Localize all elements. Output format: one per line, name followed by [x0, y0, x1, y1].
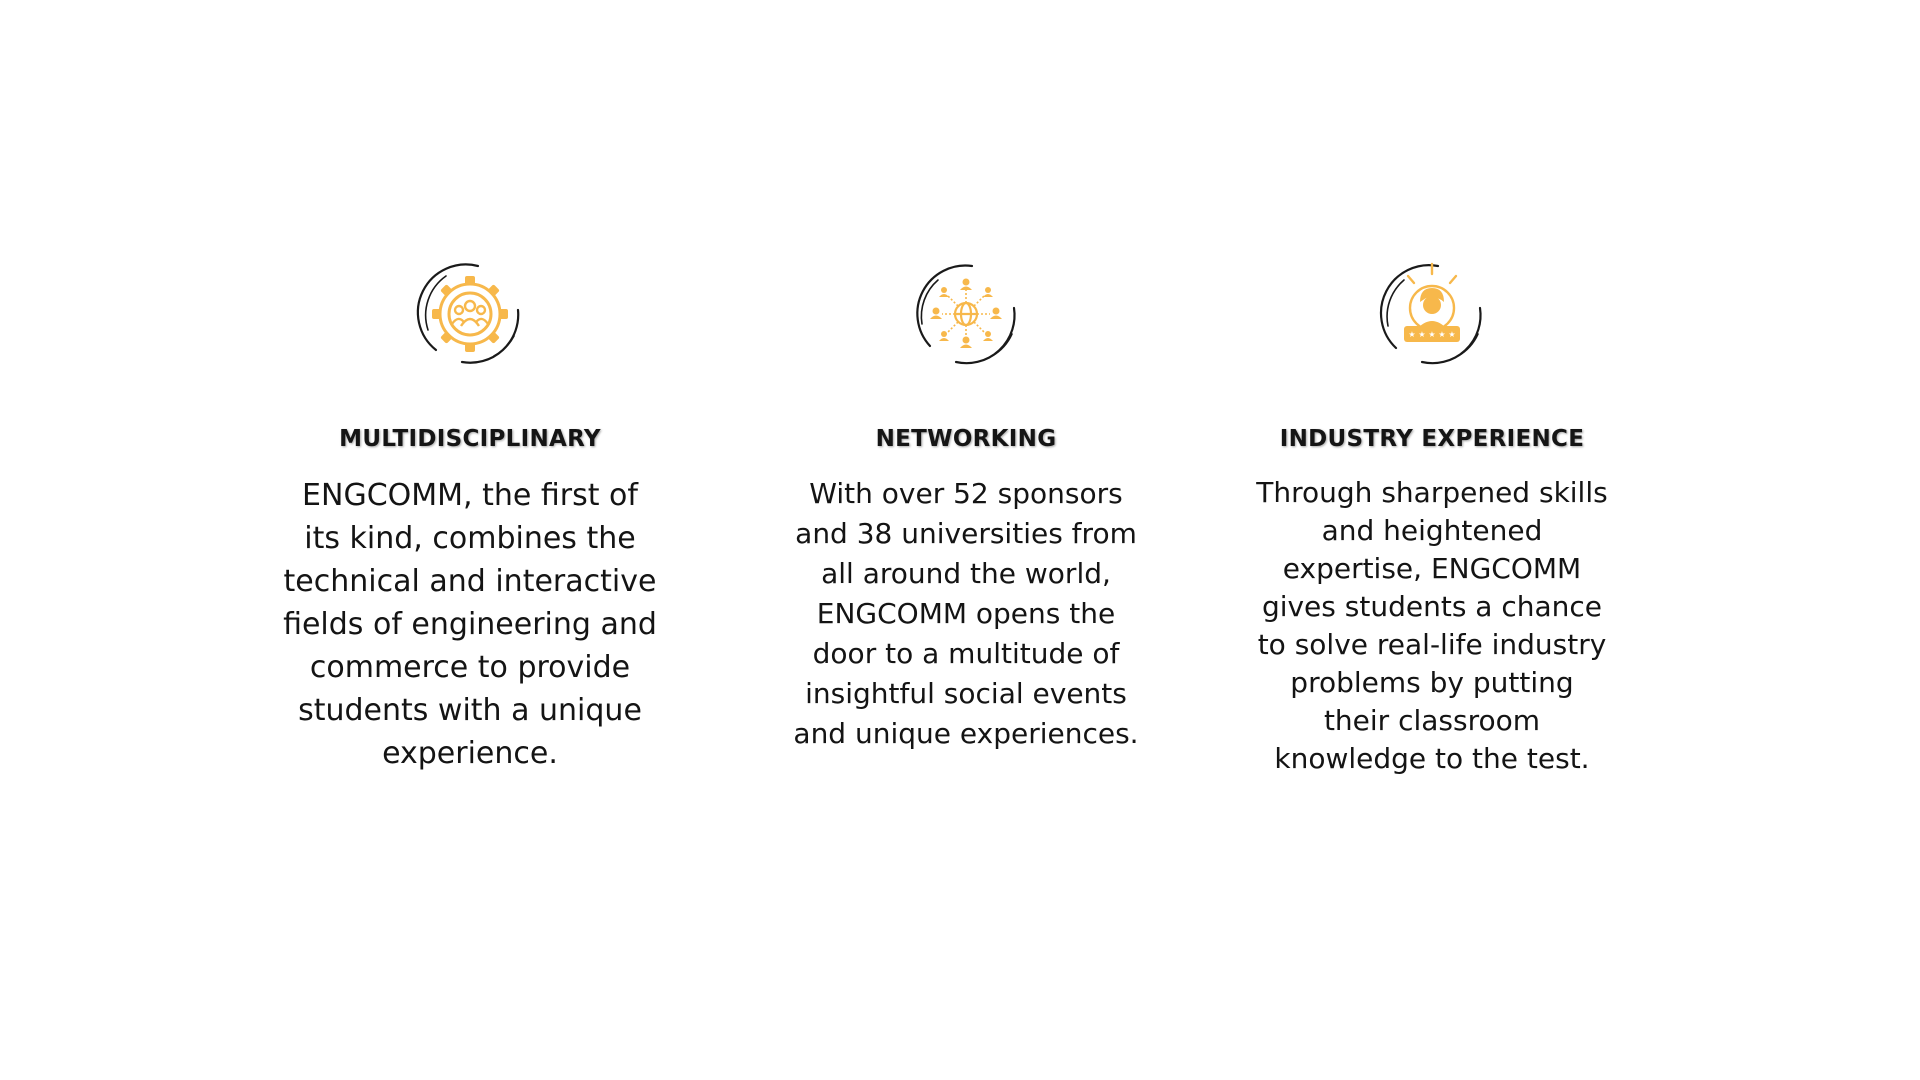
global-network-icon	[902, 250, 1030, 378]
feature-title: MULTIDISCIPLINARY	[339, 426, 601, 452]
svg-text:★: ★	[1408, 330, 1416, 339]
svg-text:★: ★	[1428, 330, 1436, 339]
feature-title: INDUSTRY EXPERIENCE	[1279, 426, 1585, 452]
team-gear-icon	[406, 250, 534, 378]
feature-description: With over 52 sponsors and 38 universities from all around the world, ENGCOMM opens the door to a multitude of insightful social events and unique experiences.	[793, 477, 1139, 750]
feature-multidisciplinary	[270, 250, 670, 775]
svg-text:★: ★	[1448, 330, 1456, 339]
svg-text:★: ★	[1438, 330, 1446, 339]
feature-title: NETWORKING	[875, 426, 1057, 452]
feature-description: Through sharpened skills and heightened expertise, ENGCOMM gives students a chance to solve real-life industry problems by putting their classroom knowledge to the test.	[1256, 476, 1608, 775]
svg-text:★: ★	[1418, 330, 1426, 339]
feature-industry-experience	[1232, 250, 1632, 778]
feature-description: ENGCOMM, the first of its kind, combines the technical and interactive fields of engineering and commerce to provide students with a unique experience.	[283, 478, 657, 771]
expert-rating-icon	[1368, 250, 1496, 378]
feature-networking	[766, 250, 1166, 754]
